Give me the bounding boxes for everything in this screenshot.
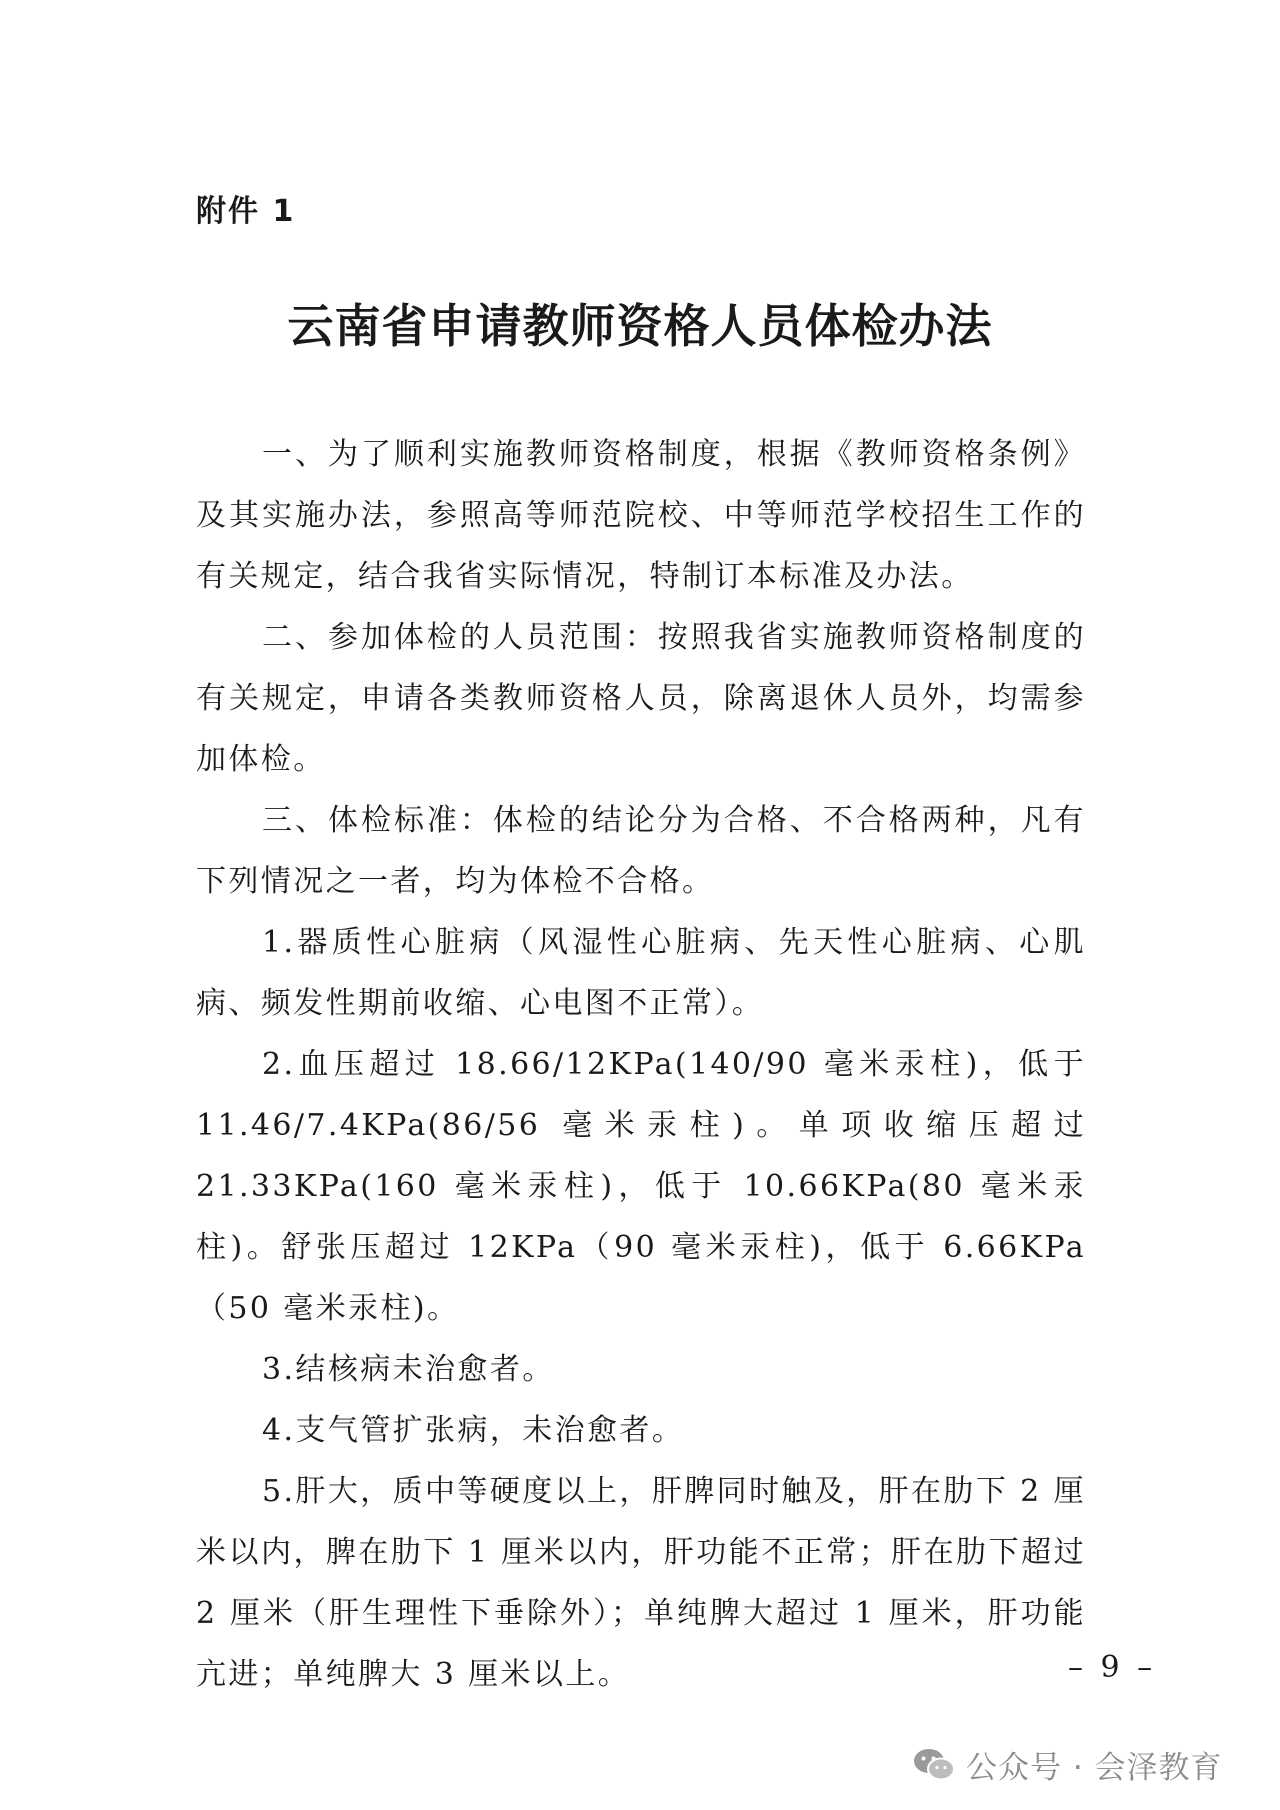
paragraph-6: 3.结核病未治愈者。 xyxy=(262,1352,555,1387)
document-body xyxy=(196,424,1086,1705)
watermark-text: 公众号 · 会泽教育 xyxy=(966,1750,1223,1786)
paragraph-5: 2.血压超过 18.66/12KPa(140/90 毫米汞柱)，低于 11.46/7.4KPa(86/56 毫米汞柱)。单项收缩压超过 21.33KPa(160 毫米汞柱)，低于 10.66KPa(80 毫米汞柱)。舒张压超过 12KPa（90 毫米汞柱)，低于 6.66KPa（50 毫米汞柱)。 xyxy=(196,1047,1086,1326)
wechat-icon xyxy=(912,1746,956,1784)
paragraph-4: 1.器质性心脏病（风湿性心脏病、先天性心脏病、心肌病、频发性期前收缩、心电图不正常）。 xyxy=(196,925,1086,1021)
document-title: 云南省申请教师资格人员体检办法 xyxy=(287,299,993,353)
attachment-label: 附件 1 xyxy=(196,194,296,229)
paragraph-8: 5.肝大，质中等硬度以上，肝脾同时触及，肝在肋下 2 厘米以内，脾在肋下 1 厘米以内，肝功能不正常；肝在肋下超过 2 厘米（肝生理性下垂除外）；单纯脾大超过 1 厘米，肝功能亢进；单纯脾大 3 厘米以上。 xyxy=(196,1474,1086,1692)
paragraph-3: 三、体检标准：体检的结论分为合格、不合格两种，凡有下列情况之一者，均为体检不合格。 xyxy=(196,803,1086,899)
paragraph-1: 一、为了顺利实施教师资格制度，根据《教师资格条例》及其实施办法，参照高等师范院校、中等师范学校招生工作的有关规定，结合我省实际情况，特制订本标准及办法。 xyxy=(196,437,1086,594)
watermark xyxy=(912,1742,1223,1787)
paragraph-2: 二、参加体检的人员范围：按照我省实施教师资格制度的有关规定，申请各类教师资格人员，除离退休人员外，均需参加体检。 xyxy=(196,620,1086,777)
paragraph-7: 4.支气管扩张病，未治愈者。 xyxy=(262,1413,685,1448)
page-number: – 9 – xyxy=(1068,1650,1157,1685)
